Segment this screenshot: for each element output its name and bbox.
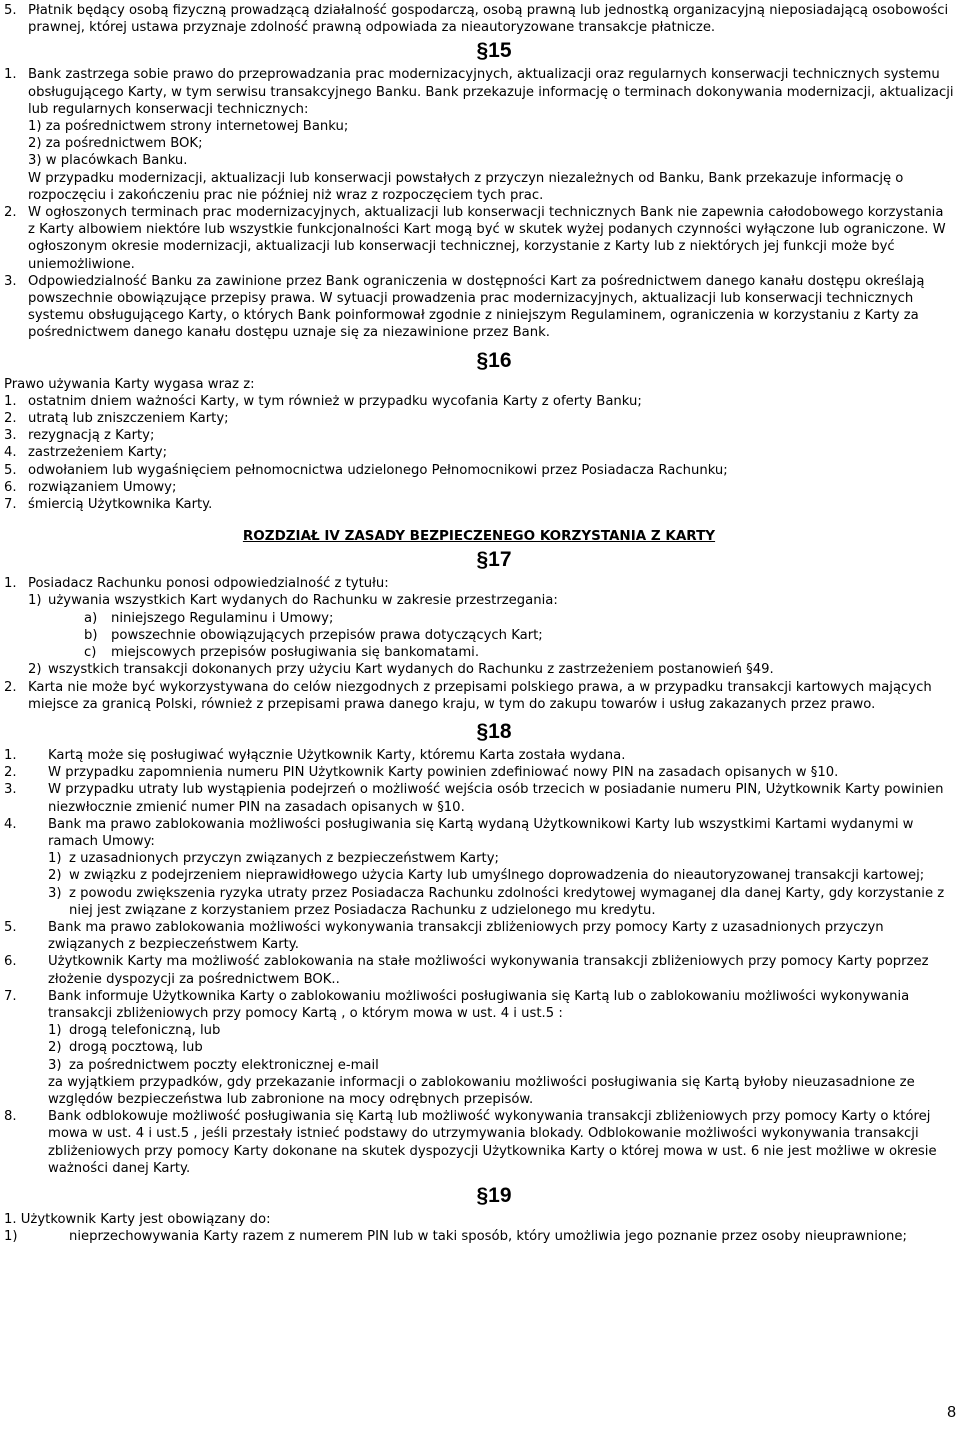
s16-lead: Prawo używania Karty wygasa wraz z: [4, 376, 255, 392]
s18-item [4, 781, 954, 815]
list-item-text: W przypadku zapomnienia numeru PIN Użytkownik Karty powinien zdefiniować nowy PIN na zasadach opisanych w §10. [48, 765, 839, 781]
item-number: 3) [48, 885, 62, 901]
list-item-text: powszechnie obowiązujących przepisów prawa dotyczących Kart; [111, 627, 543, 643]
paragraph-text: Odpowiedzialność Banku za zawinione przez Bank ograniczenia w dostępności Kart za pośrednictwem danego kanału dostępu określają powszechnie obowiązujące przepisy prawa. W sytuacji prowadzenia prac modernizacyjnych, aktualizacji lub konserwacji technicznych systemu obsługującego Karty, o których Bank poinformował zgodnie z niniejszym Regulaminem, ograniczenia w korzystaniu z Karty za pośrednictwem danego kanału dostępu uznaje się za niezawinione przez Bank. [28, 273, 925, 341]
s16-list-item [4, 462, 954, 479]
list-item-text: miejscowych przepisów posługiwania się bankomatami. [111, 645, 480, 661]
item-number: 3) [48, 1057, 62, 1073]
item-number: 7. [4, 497, 17, 513]
paragraph-text: Bank zastrzega sobie prawo do przeprowadzania prac modernizacyjnych, aktualizacji oraz regularnych konserwacji technicznych systemu obsługującego Karty, w tym serwisu transakcyjnego Banku. Bank przekazuje informację o terminach dokonywania modernizacji, aktualizacji lub regularnych konserwacji technicznych: [28, 67, 954, 117]
list-item-text: Kartą może się posługiwać wyłącznie Użytkownik Karty, któremu Karta została wydana. [48, 747, 626, 763]
list-item-text: wszystkich transakcji dokonanych przy użyciu Kart wydanych do Rachunku z zastrzeżeniem postanowień §49. [48, 662, 774, 678]
s17-paragraph-2 [4, 679, 954, 713]
item-number: 2) [28, 662, 42, 678]
s17-sub-item [4, 661, 954, 678]
s17-sub-item [4, 592, 954, 609]
list-item-text: w związku z podejrzeniem nieprawidłowego użycia Karty lub umyślnego doprowadzenia do nieautoryzowanej transakcji kartowej; [69, 868, 925, 884]
s16-list-item [4, 410, 954, 427]
paragraph-text: W ogłoszonych terminach prac modernizacyjnych, aktualizacji lub konserwacji technicznych Bank nie zapewnia całodobowego korzystania z Karty albowiem niektóre lub wszystkie funkcjonalności Kart mogą być w skutek wyżej podanych czynności wyłączone lub ograniczone. W ogłoszonym okresie modernizacji, aktualizacji lub konserwacji technicznej, korzystanie z Karty lub z niektórych jej funkcji może być uniemożliwione. [28, 205, 946, 272]
item-number: 7. [4, 988, 17, 1004]
list-item-text: Bank odblokowuje możliwość posługiwania się Kartą lub możliwość wykonywania transakcji zbliżeniowych przy pomocy Karty o której mowa w ust. 4 i ust.5 , jeśli przestały istnieć podstawy do utrzymywania blokady. Odblokowanie możliwości wykonywania transakcji zbliżeniowych przy pomocy Karty dokonane na skutek dyspozycji Użytkownika Karty o której mowa w ust. 6 nie jest możliwe w okresie ważności danej Karty. [48, 1109, 937, 1176]
s18-item [4, 988, 954, 1022]
list-item-text: ostatnim dniem ważności Karty, w tym również w przypadku wycofania Karty z oferty Banku; [28, 393, 642, 409]
s17-paragraph-1 [4, 575, 954, 592]
item-number: 1) [4, 1229, 18, 1245]
s18-sub-item [4, 867, 954, 884]
list-item-text: Użytkownik Karty ma możliwość zablokowania na stałe możliwości wykonywania transakcji zbliżeniowych przy pomocy Karty poprzez złożenie dyspozycji za pośrednictwem BOK.. [48, 954, 929, 987]
s15-list-item: 3) w placówkach Banku. [28, 153, 188, 169]
list-item-text: W przypadku utraty lub wystąpienia podejrzeń o możliwość wejścia osób trzecich w posiadanie numeru PIN, Użytkownik Karty powinien niezwłocznie zmienić numer PIN na zasadach opisanych w §10. [48, 782, 944, 815]
list-item-text: rezygnacją z Karty; [28, 428, 155, 444]
list-item-text: drogą pocztową, lub [69, 1040, 203, 1056]
list-item-text: drogą telefoniczną, lub [69, 1023, 221, 1039]
s18-sub-item [4, 850, 954, 867]
list-item-text: z powodu zwiększenia ryzyka utraty przez Posiadacza Rachunku zdolności kredytowej wymaganej dla danej Karty, gdy korzystanie z niej jest związane z korzystaniem przez Posiadacza Rachunku z udzielonego mu kredytu. [69, 885, 945, 918]
list-item-text: zastrzeżeniem Karty; [28, 445, 168, 461]
s15-list-item: 1) za pośrednictwem strony internetowej Banku; [28, 119, 349, 135]
list-item-text: śmiercią Użytkownika Karty. [28, 497, 213, 513]
s19-sub-item [4, 1228, 954, 1245]
list-item-text: nieprzechowywania Karty razem z numerem PIN lub w taki sposób, który umożliwia jego poznanie przez osoby nieuprawnione; [69, 1229, 907, 1245]
item-number: 6. [4, 954, 17, 970]
list-item-text: za pośrednictwem poczty elektronicznej e-mail [69, 1057, 379, 1073]
item-number: 2. [4, 765, 17, 781]
s18-sub-item [4, 1039, 954, 1056]
item-number: 3. [4, 273, 17, 289]
section-heading-18: §18 [476, 719, 512, 743]
paragraph-text: Posiadacz Rachunku ponosi odpowiedzialność z tytułu: [28, 576, 389, 592]
s18-sub-item [4, 1057, 954, 1074]
paragraph-text: Płatnik będący osobą fizyczną prowadzącą działalność gospodarczą, osobą prawną lub jednostką organizacyjną nieposiadającą osobowości prawnej, której ustawa przyznaje zdolność prawną odpowiada za nieautoryzowane transakcje płatnicze. [28, 3, 949, 36]
s18-item [4, 747, 954, 764]
s18-item [4, 953, 954, 987]
s15-paragraph-3 [4, 273, 954, 342]
item-number: a) [84, 610, 98, 626]
s18-sub-item [4, 1022, 954, 1039]
section-heading-19: §19 [476, 1183, 512, 1207]
item-number: 1. [4, 747, 17, 763]
s19-paragraph-1: 1. Użytkownik Karty jest obowiązany do: [4, 1211, 271, 1227]
s18-sub-item [4, 885, 954, 919]
item-number: 2. [4, 205, 17, 221]
s15-paragraph-1-tail: W przypadku modernizacji, aktualizacji lub konserwacji powstałych z przyczyn niezależnych od Banku, Bank przekazuje informację o rozpoczęciu i zakończeniu prac nie później niż wraz z rozpoczęciem tych prac. [28, 170, 904, 203]
page-number: 8 [947, 1403, 956, 1421]
item-number: 1. [4, 67, 17, 83]
list-item-text: rozwiązaniem Umowy; [28, 479, 177, 495]
list-item-text: odwołaniem lub wygaśnięciem pełnomocnictwa udzielonego Pełnomocnikowi przez Posiadacza Rachunku; [28, 462, 728, 478]
list-item-text: niniejszego Regulaminu i Umowy; [111, 610, 334, 626]
s18-item-7-tail: za wyjątkiem przypadków, gdy przekazanie informacji o zablokowaniu możliwości posługiwania się Kartą byłoby nieuzasadnione ze względów bezpieczeństwa lub zabronione na mocy odrębnych przepisów. [48, 1074, 915, 1107]
chapter-heading: ROZDZIAŁ IV ZASADY BEZPIECZENEGO KORZYSTANIA Z KARTY [242, 528, 716, 545]
list-item-text: z uzasadnionych przyczyn związanych z bezpieczeństwem Karty; [69, 851, 499, 867]
document-page [4, 2, 954, 1245]
s16-list-item [4, 444, 954, 461]
paragraph-text: Karta nie może być wykorzystywana do celów niezgodnych z przepisami polskiego prawa, a w przypadku transakcji kartowych mających miejsce za granicą Polski, również z przepisami prawa danego kraju, w tym do zakupu towarów i usług zakazanych przez prawo. [28, 679, 932, 712]
list-item-text: utratą lub zniszczeniem Karty; [28, 411, 229, 427]
s17-letter-item [4, 644, 954, 661]
item-number: 8. [4, 1109, 17, 1125]
s16-list-item [4, 496, 954, 513]
item-number: 3. [4, 782, 17, 798]
item-number: 4. [4, 445, 17, 461]
item-number: 1. [4, 576, 17, 592]
item-number: 1) [48, 1023, 62, 1039]
item-number: 1. [4, 393, 17, 409]
item-number: 3. [4, 428, 17, 444]
item-number: b) [84, 627, 98, 643]
paragraph-intro-5 [4, 2, 954, 36]
item-number: 1) [28, 593, 42, 609]
section-heading-15: §15 [476, 39, 512, 63]
s18-item [4, 764, 954, 781]
s18-item [4, 1108, 954, 1177]
s17-letter-item [4, 627, 954, 644]
s15-list-item: 2) za pośrednictwem BOK; [28, 136, 203, 152]
s16-list-item [4, 393, 954, 410]
list-item-text: Bank ma prawo zablokowania możliwości posługiwania się Kartą wydaną Użytkownikowi Karty lub wszystkimi Kartami wydanymi w ramach Umowy: [48, 816, 914, 849]
list-item-text: używania wszystkich Kart wydanych do Rachunku w zakresie przestrzegania: [48, 593, 558, 609]
s15-paragraph-2 [4, 204, 954, 273]
section-heading-16: §16 [476, 348, 512, 372]
s15-paragraph-1 [4, 66, 954, 118]
item-number: 4. [4, 816, 17, 832]
item-number: 2) [48, 868, 62, 884]
item-number: 6. [4, 479, 17, 495]
item-number: 5. [4, 462, 17, 478]
list-item-text: Bank informuje Użytkownika Karty o zablokowaniu możliwości posługiwania się Kartą lub o zablokowaniu możliwości wykonywania transakcji zbliżeniowych przy pomocy Kartą , o którym mowa w ust. 4 i ust.5 : [48, 988, 910, 1021]
item-number: 2) [48, 1040, 62, 1056]
item-number: 1) [48, 851, 62, 867]
item-number: 5. [4, 919, 17, 935]
list-item-text: Bank ma prawo zablokowania możliwości wykonywania transakcji zbliżeniowych przy pomocy Karty z uzasadnionych przyczyn związanych z bezpieczeństwem Karty. [48, 919, 884, 953]
item-number: 2. [4, 411, 17, 427]
section-heading-17: §17 [476, 548, 512, 572]
s17-letter-item [4, 610, 954, 627]
s18-item [4, 816, 954, 850]
item-number: 2. [4, 679, 17, 695]
item-number: c) [84, 645, 97, 661]
s18-item [4, 919, 954, 953]
s16-list-item [4, 479, 954, 496]
s16-list-item [4, 427, 954, 444]
item-number: 5. [4, 3, 17, 18]
